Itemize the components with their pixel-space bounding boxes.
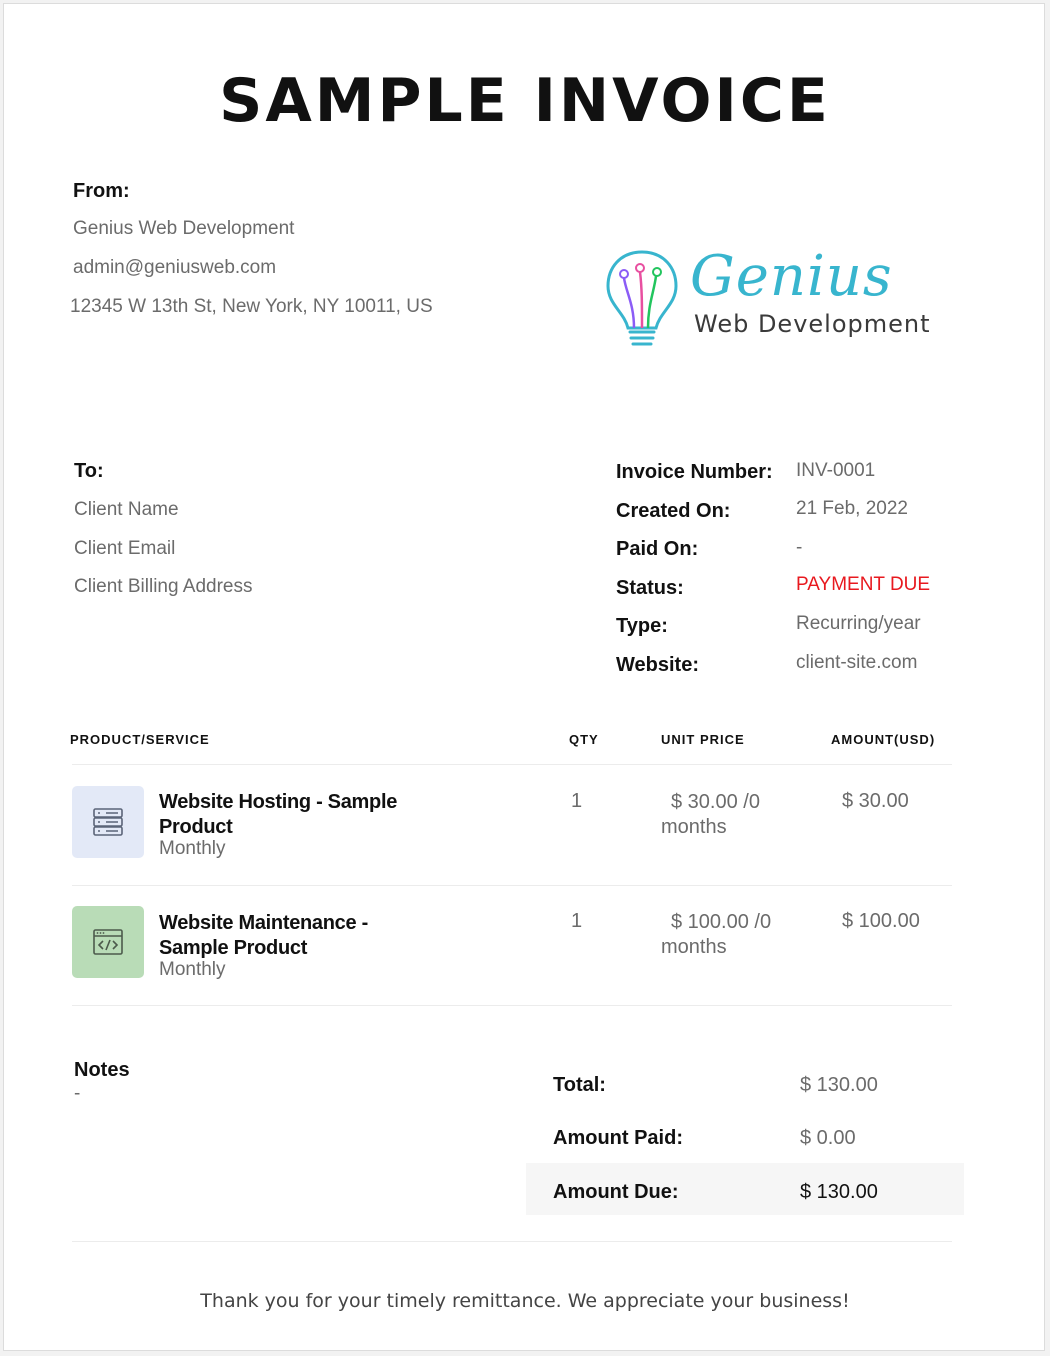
client-billing-address: Client Billing Address bbox=[74, 576, 253, 597]
amount-column-header: AMOUNT(USD) bbox=[831, 732, 936, 747]
status-label: Status: bbox=[616, 577, 684, 599]
product-unit-price bbox=[661, 910, 801, 960]
thank-you-message: Thank you for your timely remittance. We appreciate your business! bbox=[200, 1290, 850, 1312]
total-label: Total: bbox=[553, 1074, 606, 1096]
product-name: Website Hosting - Sample Product bbox=[159, 791, 398, 838]
table-divider bbox=[72, 885, 952, 886]
logo-wordmark: Genius bbox=[690, 244, 893, 309]
product-unit-price bbox=[661, 790, 801, 840]
from-label: From: bbox=[73, 180, 130, 202]
from-name: Genius Web Development bbox=[73, 218, 295, 239]
from-email: admin@geniusweb.com bbox=[73, 257, 277, 278]
product-thumbnail bbox=[72, 786, 144, 858]
product-frequency: Monthly bbox=[159, 838, 226, 859]
amount-paid-label: Amount Paid: bbox=[553, 1127, 683, 1149]
product-name: Website Maintenance - Sample Product bbox=[159, 912, 368, 959]
notes-value: - bbox=[74, 1083, 81, 1104]
website-label: Website: bbox=[616, 654, 699, 676]
client-name: Client Name bbox=[74, 499, 179, 520]
created-on-value: 21 Feb, 2022 bbox=[796, 498, 908, 519]
unit-price-period: months bbox=[661, 936, 727, 958]
qty-column-header: QTY bbox=[569, 732, 599, 747]
product-amount: $ 100.00 bbox=[842, 910, 920, 932]
from-address: 12345 W 13th St, New York, NY 10011, US bbox=[70, 296, 433, 317]
table-divider bbox=[72, 764, 952, 765]
client-email: Client Email bbox=[74, 538, 176, 559]
product-qty: 1 bbox=[571, 910, 583, 932]
invoice-number-label: Invoice Number: bbox=[616, 461, 773, 483]
table-divider bbox=[72, 1005, 952, 1006]
to-label: To: bbox=[74, 460, 104, 482]
server-icon bbox=[92, 806, 124, 838]
total-value: $ 130.00 bbox=[800, 1074, 878, 1096]
invoice-title: SAMPLE INVOICE bbox=[219, 66, 831, 136]
notes-label: Notes bbox=[74, 1059, 130, 1081]
website-value: client-site.com bbox=[796, 652, 918, 673]
lightbulb-icon bbox=[604, 248, 684, 358]
paid-on-value: - bbox=[796, 537, 803, 558]
type-value: Recurring/year bbox=[796, 613, 921, 634]
unit-price-period: months bbox=[661, 816, 727, 838]
company-logo bbox=[604, 244, 934, 358]
code-window-icon bbox=[92, 926, 124, 958]
amount-due-label: Amount Due: bbox=[553, 1181, 679, 1203]
product-amount: $ 30.00 bbox=[842, 790, 909, 812]
invoice-page bbox=[3, 3, 1045, 1351]
product-qty: 1 bbox=[571, 790, 583, 812]
type-label: Type: bbox=[616, 615, 668, 637]
unit-price-column-header: UNIT PRICE bbox=[661, 732, 745, 747]
created-on-label: Created On: bbox=[616, 500, 731, 522]
amount-due-value: $ 130.00 bbox=[800, 1181, 878, 1203]
amount-paid-value: $ 0.00 bbox=[800, 1127, 856, 1149]
unit-price-value: $ 100.00 /0 bbox=[671, 911, 772, 933]
footer-divider bbox=[72, 1241, 952, 1242]
status-badge: PAYMENT DUE bbox=[796, 574, 931, 595]
product-thumbnail bbox=[72, 906, 144, 978]
invoice-number-value: INV-0001 bbox=[796, 460, 876, 481]
product-frequency: Monthly bbox=[159, 959, 226, 980]
product-column-header: PRODUCT/SERVICE bbox=[70, 732, 210, 747]
paid-on-label: Paid On: bbox=[616, 538, 699, 560]
logo-subtitle: Web Development bbox=[694, 310, 931, 338]
unit-price-value: $ 30.00 /0 bbox=[671, 791, 760, 813]
